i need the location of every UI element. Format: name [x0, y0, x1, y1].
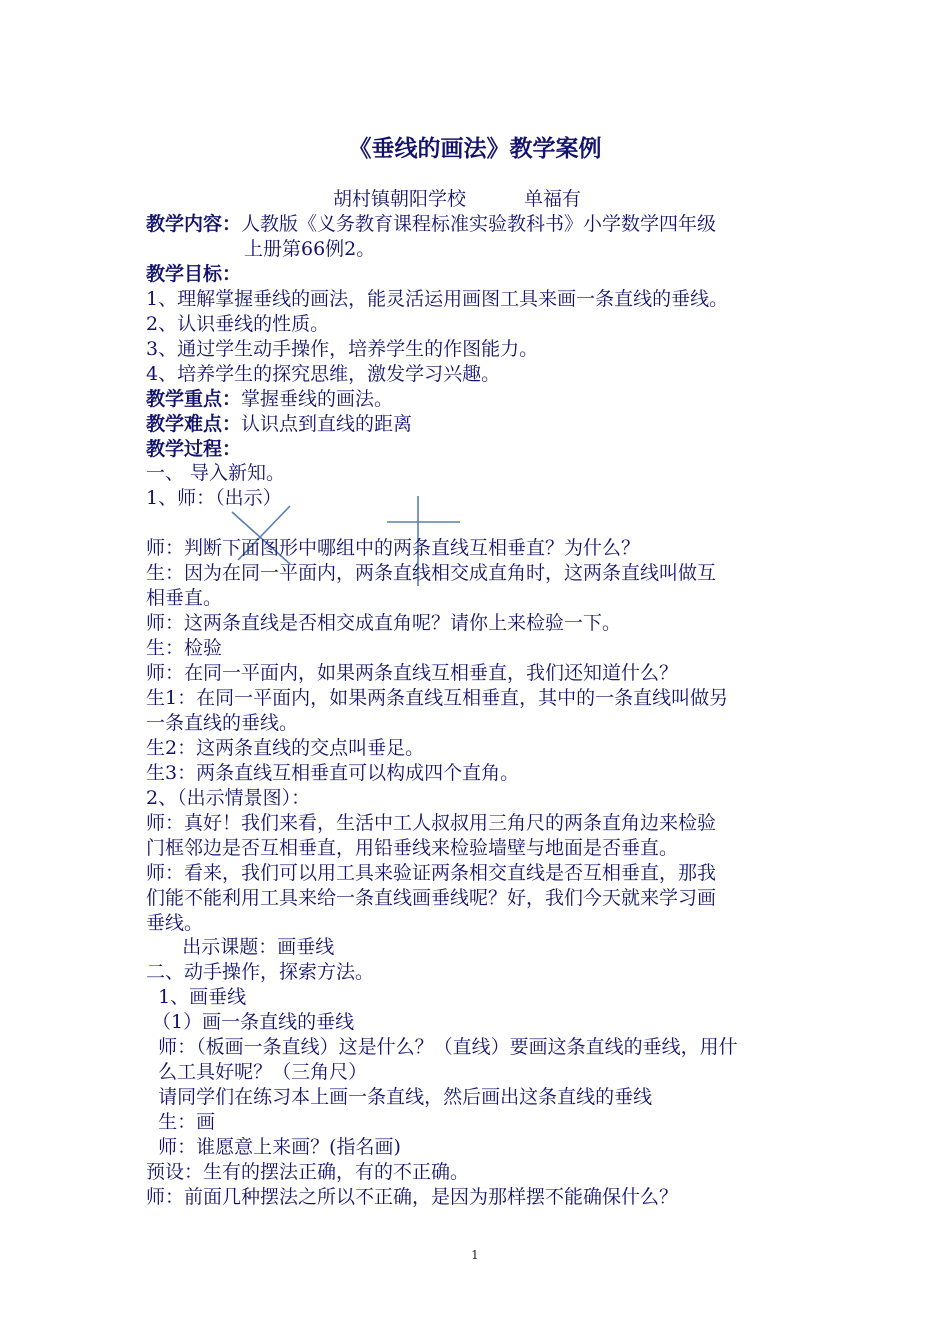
body-line: 师：前面几种摆法之所以不正确，是因为那样摆不能确保什么？ [146, 1186, 679, 1208]
document-title: 《垂线的画法》教学案例 [348, 135, 602, 162]
body-line: 2、（出示情景图）： [146, 787, 311, 809]
difficulty-label: 教学难点： [146, 413, 242, 435]
goals-label: 教学目标： [146, 263, 242, 285]
body-line: 师：这两条直线是否相交成直角呢？请你上来检验一下。 [146, 612, 622, 634]
body-line: 1、师：（出示） [146, 487, 282, 509]
body-line: 么工具好呢？（三角尺） [146, 1061, 368, 1083]
key-text: 掌握垂线的画法。 [241, 388, 394, 410]
body-line: 生：检验 [146, 637, 223, 659]
key-line [146, 387, 808, 412]
goal-item: 3、通过学生动手操作，培养学生的作图能力。 [146, 338, 539, 360]
body-line: 相垂直。 [146, 587, 223, 609]
goal-item: 1、理解掌握垂线的画法，能灵活运用画图工具来画一条直线的垂线。 [146, 288, 729, 310]
author-school: 胡村镇朝阳学校 [333, 188, 467, 210]
body-line: 师：判断下面图形中哪组中的两条直线互相垂直？为什么？ [146, 537, 641, 559]
body-line: 门框邻边是否互相垂直，用铅垂线来检验墙壁与地面是否垂直。 [146, 837, 679, 859]
body-line: 师：谁愿意上来画？(指名画) [146, 1136, 401, 1158]
key-label: 教学重点： [146, 388, 242, 410]
body-line: 二、动手操作，探索方法。 [146, 961, 375, 983]
body-line: 一条直线的垂线。 [146, 712, 299, 734]
body-line: 师：看来，我们可以用工具来验证两条相交直线是否互相垂直，那我 [146, 862, 717, 884]
body-line: 们能不能利用工具来给一条直线画垂线呢？好，我们今天就来学习画 [146, 887, 717, 909]
body-line: 生3：两条直线互相垂直可以构成四个直角。 [146, 762, 520, 784]
difficulty-line [146, 412, 808, 437]
content-label: 教学内容： [146, 213, 242, 235]
process-label: 教学过程： [146, 438, 242, 460]
body-line: 请同学们在练习本上画一条直线，然后画出这条直线的垂线 [146, 1086, 653, 1108]
body-line: 生2：这两条直线的交点叫垂足。 [146, 737, 425, 759]
content-text-1: 人教版《义务教育课程标准实验教科书》小学数学四年级 [241, 213, 717, 235]
body-line: （1）画一条直线的垂线 [146, 1011, 355, 1033]
body-line: 一、 导入新知。 [146, 462, 286, 484]
content-line [146, 212, 808, 237]
goal-item: 4、培养学生的探究思维，激发学习兴趣。 [146, 363, 501, 385]
body-line: 师：（板画一条直线）这是什么？（直线）要画这条直线的垂线，用什 [146, 1036, 738, 1058]
content-text-2: 上册第66例2。 [244, 238, 376, 260]
body-line: 1、画垂线 [146, 986, 247, 1008]
body-line: 生：因为在同一平面内，两条直线相交成直角时，这两条直线叫做互 [146, 562, 717, 584]
body-line: 生：画 [146, 1111, 216, 1133]
difficulty-text: 认识点到直线的距离 [241, 413, 413, 435]
author-name: 单福有 [524, 188, 582, 210]
author-line [333, 186, 581, 212]
page-number: 1 [471, 1248, 479, 1262]
body-line: 出示课题：画垂线 [146, 936, 335, 958]
body-line: 预设：生有的摆法正确，有的不正确。 [146, 1161, 470, 1183]
body-line: 垂线。 [146, 912, 204, 934]
body-line: 师：在同一平面内，如果两条直线互相垂直，我们还知道什么？ [146, 662, 679, 684]
goal-item: 2、认识垂线的性质。 [146, 313, 330, 335]
body-line: 生1：在同一平面内，如果两条直线互相垂直，其中的一条直线叫做另 [146, 687, 729, 709]
body-line: 师：真好！我们来看，生活中工人叔叔用三角尺的两条直角边来检验 [146, 812, 717, 834]
